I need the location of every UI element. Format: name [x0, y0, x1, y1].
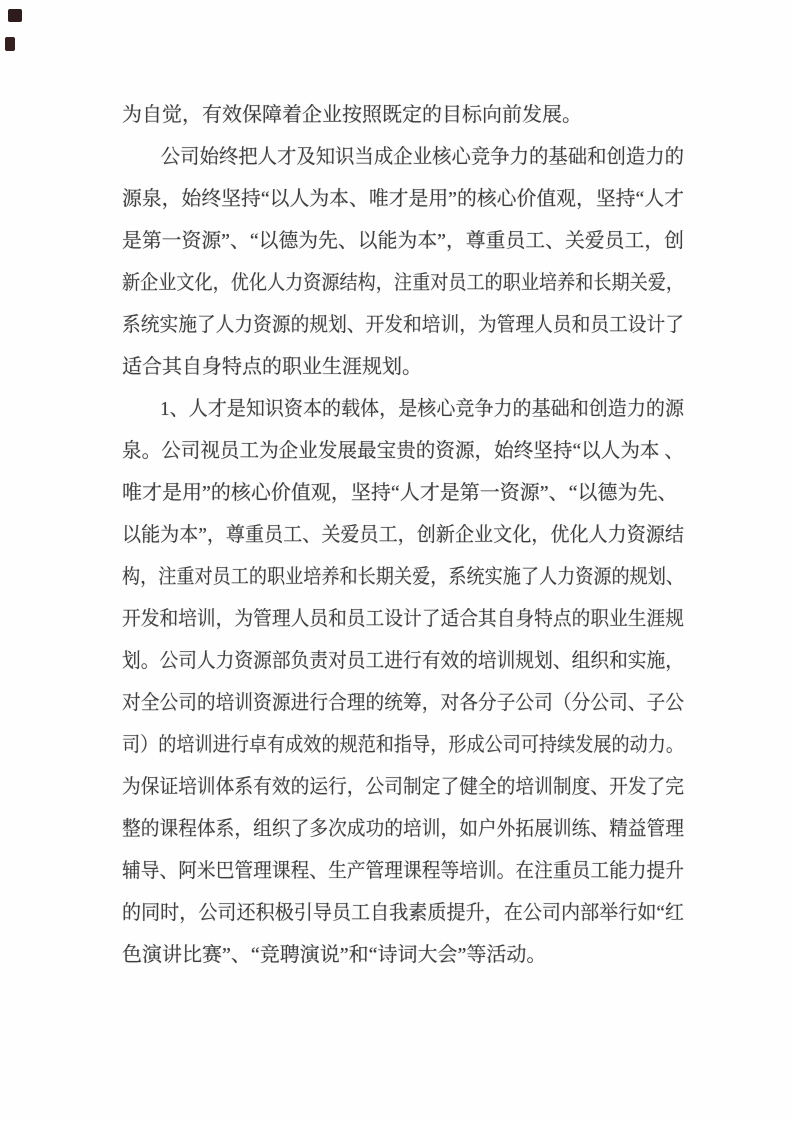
text-line: 唯才是用”的核心价值观，坚持“人才是第一资源”、“以德为先、 — [122, 482, 678, 504]
text-line: 为自觉，有效保障着企业按照既定的目标向前发展。 — [122, 104, 582, 126]
text-line: 的同时，公司还积极引导员工自我素质提升，在公司内部举行如“红 — [122, 902, 684, 924]
text-line: 系统实施了人力资源的规划、开发和培训，为管理人员和员工设计了 — [122, 314, 684, 336]
text-line: 对全公司的培训资源进行合理的统筹，对各分子公司（分公司、子公 — [122, 692, 684, 714]
text-line: 公司始终把人才及知识当成企业核心竞争力的基础和创造力的 — [122, 146, 684, 168]
scan-artifact-mark — [5, 37, 15, 51]
text-line: 司）的培训进行卓有成效的规范和指导，形成公司可持续发展的动力。 — [122, 734, 684, 756]
text-line: 开发和培训，为管理人员和员工设计了适合其自身特点的职业生涯规 — [122, 608, 684, 630]
text-line: 是第一资源”、“以德为先、以能为本”，尊重员工、关爱员工，创 — [122, 230, 684, 252]
text-line: 1、人才是知识资本的载体，是核心竞争力的基础和创造力的源 — [122, 398, 684, 420]
text-line: 色演讲比赛”、“竞聘演说”和“诗词大会”等活动。 — [122, 944, 547, 966]
text-line: 辅导、阿米巴管理课程、生产管理课程等培训。在注重员工能力提升 — [122, 860, 684, 882]
text-line: 构，注重对员工的职业培养和长期关爱，系统实施了人力资源的规划、 — [122, 566, 684, 588]
text-line: 适合其自身特点的职业生涯规划。 — [122, 356, 422, 378]
scan-artifact-mark — [8, 9, 22, 22]
text-line: 划。公司人力资源部负责对员工进行有效的培训规划、组织和实施， — [122, 650, 684, 672]
text-line: 为保证培训体系有效的运行，公司制定了健全的培训制度、开发了完 — [122, 776, 684, 798]
text-line: 泉。公司视员工为企业发展最宝贵的资源，始终坚持“以人为本 、 — [122, 440, 684, 462]
text-line: 新企业文化，优化人力资源结构，注重对员工的职业培养和长期关爱， — [122, 272, 684, 294]
text-line: 整的课程体系，组织了多次成功的培训，如户外拓展训练、精益管理 — [122, 818, 684, 840]
document-body-text — [122, 94, 684, 976]
text-line: 以能为本”，尊重员工、关爱员工，创新企业文化，优化人力资源结 — [122, 524, 684, 546]
text-line: 源泉，始终坚持“以人为本、唯才是用”的核心价值观，坚持“人才 — [122, 188, 684, 210]
